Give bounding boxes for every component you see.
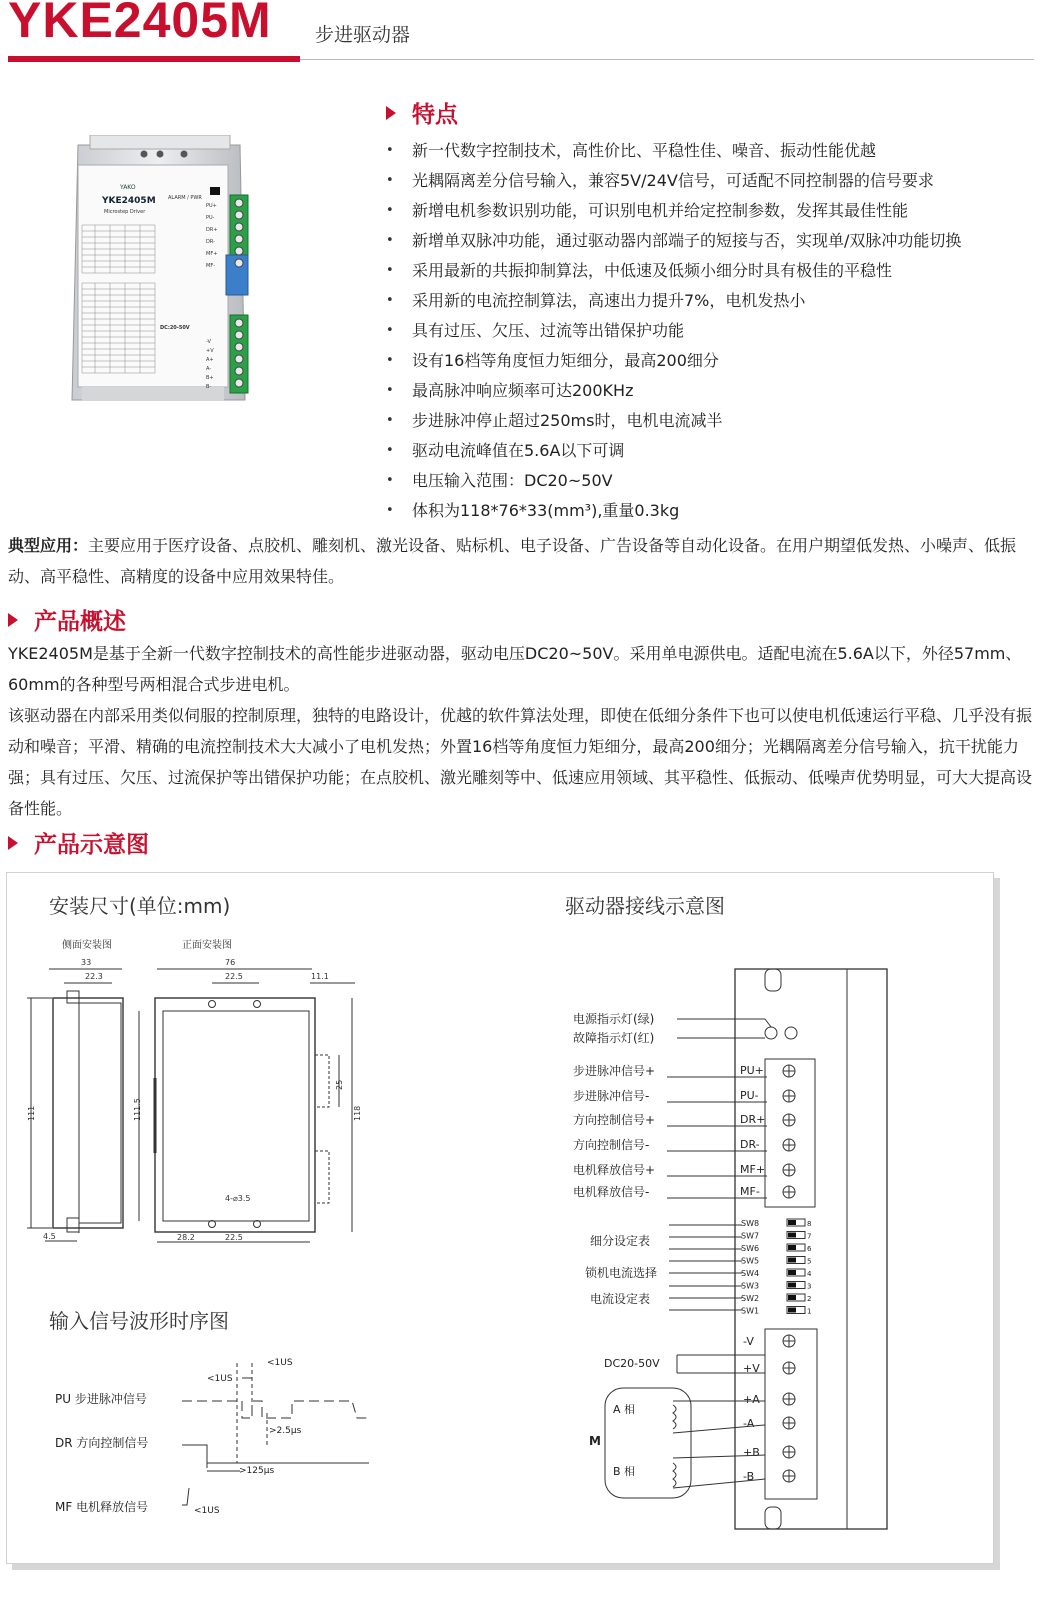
terminal-screw <box>235 211 243 219</box>
feature-item: • 驱动电流峰值在5.6A以下可调 <box>386 436 961 466</box>
terminal-screw <box>235 199 243 207</box>
switch-number: 5 <box>807 1257 812 1266</box>
signal-desc: 步进脉冲信号- <box>573 1089 650 1103</box>
hole-spec-dim: 4-⌀3.5 <box>225 1194 251 1203</box>
photo-power-pin: -V <box>206 339 211 345</box>
heading-arrow-icon <box>8 836 18 850</box>
phase-a-label: A 相 <box>613 1403 636 1416</box>
terminal-screw <box>235 367 243 375</box>
signal-pin: PU+ <box>740 1064 764 1077</box>
switch-label: SW6 <box>741 1244 760 1253</box>
photo-signal-pin: PU- <box>206 215 215 221</box>
overview-heading-text: 产品概述 <box>34 609 126 635</box>
lock-current-label: 锁机电流选择 <box>585 1266 658 1280</box>
features-heading <box>386 96 458 129</box>
front-view-label: 正面安装图 <box>182 940 232 951</box>
signal-desc: 方向控制信号- <box>573 1138 650 1152</box>
phase-b-label: B 相 <box>613 1465 636 1478</box>
signal-desc: 电机释放信号- <box>573 1185 650 1199</box>
diagram-heading <box>8 826 149 859</box>
photo-alarm: ALARM / PWR <box>168 195 202 201</box>
timing-t3: >2.5μs <box>269 1426 302 1436</box>
switch-number: 1 <box>807 1307 812 1316</box>
model-subtitle: 步进驱动器 <box>315 24 411 46</box>
terminal-screw <box>235 247 243 255</box>
switch-label: SW4 <box>741 1269 760 1278</box>
terminal-screw <box>235 259 243 267</box>
side-view-drawing <box>27 969 123 1241</box>
feature-item: • 新一代数字控制技术，高性价比、平稳性佳、噪音、振动性能优越 <box>386 136 961 166</box>
dc-input-label: DC20-50V <box>604 1357 660 1370</box>
switch-number: 4 <box>807 1270 812 1278</box>
timing-t4: >125μs <box>239 1466 275 1476</box>
signal-pin: DR+ <box>740 1113 766 1126</box>
switch-number: 7 <box>807 1232 812 1241</box>
feature-item: • 设有16档等角度恒力矩细分，最高200细分 <box>386 346 961 376</box>
features-heading-text: 特点 <box>412 102 458 128</box>
terminal-screw <box>235 343 243 351</box>
signal-desc: 电机释放信号+ <box>573 1163 656 1177</box>
diagram-heading-text: 产品示意图 <box>34 832 149 858</box>
photo-power-pin: A+ <box>206 357 214 363</box>
photo-model: YKE2405M <box>102 196 156 206</box>
model-title: YKE2405M <box>8 0 272 48</box>
application-paragraph <box>8 530 1034 592</box>
front-slot-dim: 25 <box>335 1079 344 1090</box>
power-led-label: 电源指示灯(绿) <box>573 1012 655 1026</box>
timing-title: 输入信号波形时序图 <box>49 1309 229 1333</box>
switch-leader-lines <box>669 1225 742 1310</box>
power-pin: +V <box>743 1362 760 1375</box>
overview-paragraph-2: 该驱动器在内部采用类似伺服的控制原理，独特的电路设计，优越的软件算法处理，即使在低细分条件下也可以使电机低速运行平稳、几乎没有振动和噪音；平滑、精确的电流控制技术大大减小了电机发热；外置16档等角度恒力矩细分，最高200细分；光耦隔离差分信号输入，抗干扰能力强；具有过压、欠压、过流保护等出错保护功能；在点胶机、激光雕刻等中、低速应用领域、其平稳性、低振动、低噪声优势明显，可大大提高设备性能。 <box>8 706 1033 818</box>
front-height-dim: 118 <box>353 1105 362 1121</box>
front-top-inner-dim: 22.5 <box>225 972 243 981</box>
header-divider <box>300 59 1034 60</box>
switch-label: SW2 <box>741 1294 760 1303</box>
signal-desc: 方向控制信号+ <box>573 1113 656 1127</box>
signal-pin: DR- <box>740 1138 760 1151</box>
photo-signal-pin: MF- <box>206 263 215 269</box>
side-inner-dim: 22.3 <box>85 972 103 981</box>
switch-label: SW8 <box>741 1219 760 1228</box>
signal-pin: PU- <box>740 1089 759 1102</box>
timing-pu-label: PU 步进脉冲信号 <box>55 1392 147 1406</box>
terminal-screw <box>235 319 243 327</box>
wiring-power-rows <box>743 1335 795 1483</box>
front-bottom-left-dim: 28.2 <box>177 1233 195 1242</box>
front-bottom-inner-dim: 22.5 <box>225 1233 243 1242</box>
switch-label: SW5 <box>741 1256 760 1266</box>
feature-item: • 光耦隔离差分信号输入，兼容5V/24V信号，可适配不同控制器的信号要求 <box>386 166 961 196</box>
feature-item: • 采用最新的共振抑制算法，中低速及低频小细分时具有极佳的平稳性 <box>386 256 961 286</box>
photo-brand: YAKO <box>120 184 136 191</box>
switch-number: 3 <box>807 1282 812 1291</box>
feature-item: • 电压输入范围：DC20~50V <box>386 466 961 496</box>
photo-power-pin: +V <box>206 348 214 354</box>
power-pin: +B <box>743 1446 760 1459</box>
feature-item: • 采用新的电流控制算法，高速出力提升7%，电机发热小 <box>386 286 961 316</box>
switch-number: 2 <box>807 1295 812 1303</box>
side-width-dim: 33 <box>81 958 92 967</box>
current-setting-label: 电流设定表 <box>590 1292 651 1306</box>
switch-number: 8 <box>807 1220 812 1228</box>
feature-item: • 新增电机参数识别功能，可识别电机并给定控制参数，发挥其最佳性能 <box>386 196 961 226</box>
front-width-dim: 76 <box>225 958 236 967</box>
photo-power-pin: B- <box>206 384 212 390</box>
front-right-dim: 11.1 <box>311 972 329 981</box>
power-pin: -A <box>743 1417 755 1430</box>
terminal-screw <box>235 235 243 243</box>
timing-t2: <1US <box>207 1374 233 1384</box>
heading-arrow-icon <box>386 106 396 120</box>
feature-item: • 步进脉冲停止超过250ms时，电机电流减半 <box>386 406 961 436</box>
dimensions-title: 安装尺寸(单位:mm) <box>49 894 231 918</box>
subdiv-label: 细分设定表 <box>590 1234 651 1248</box>
photo-signal-pin: PU+ <box>206 203 217 209</box>
signal-desc: 步进脉冲信号+ <box>573 1064 656 1078</box>
photo-signal-pin: DR- <box>206 239 215 245</box>
terminal-screw <box>235 355 243 363</box>
signal-pin: MF- <box>740 1185 760 1198</box>
features-list <box>386 136 961 526</box>
wiring-title: 驱动器接线示意图 <box>565 894 725 918</box>
front-inner-height-dim: 111.5 <box>133 1098 142 1121</box>
fault-led-label: 故障指示灯(红) <box>573 1031 655 1045</box>
overview-heading <box>8 603 126 636</box>
photo-power-pin: B+ <box>206 375 214 381</box>
header-accent-bar <box>8 56 300 62</box>
switch-label: SW3 <box>741 1281 760 1291</box>
signal-pin: MF+ <box>740 1163 766 1176</box>
feature-item: • 最高脉冲响应频率可达200KHz <box>386 376 961 406</box>
overview-paragraph-1: YKE2405M是基于全新一代数字控制技术的高性能步进驱动器，驱动电压DC20~50V。采用单电源供电。适配电流在5.6A以下，外径57mm、60mm的各种型号两相混合式步进电机。 <box>8 644 1022 694</box>
photo-dc: DC:20-50V <box>160 325 190 331</box>
photo-power-pin: A- <box>206 366 212 372</box>
power-pin: +A <box>743 1393 760 1406</box>
application-text: 主要应用于医疗设备、点胶机、雕刻机、激光设备、贴标机、电子设备、广告设备等自动化设备。在用户期望低发热、小噪声、低振动、高平稳性、高精度的设备中应用效果特佳。 <box>8 536 1017 586</box>
photo-signal-pin: DR+ <box>206 227 218 233</box>
product-photo <box>60 135 255 415</box>
application-label: 典型应用： <box>8 536 89 555</box>
diagram-panel <box>6 872 994 1564</box>
power-pin: -B <box>743 1470 755 1483</box>
motor-label: M <box>589 1434 601 1448</box>
photo-signal-pin: MF+ <box>206 251 218 257</box>
power-pin: -V <box>743 1335 754 1348</box>
heading-arrow-icon <box>8 613 18 627</box>
feature-item: • 具有过压、欠压、过流等出错保护功能 <box>386 316 961 346</box>
timing-t1: <1US <box>267 1358 293 1368</box>
switch-label: SW7 <box>741 1231 760 1241</box>
feature-item: • 新增单双脉冲功能，通过驱动器内部端子的短接与否，实现单/双脉冲功能切换 <box>386 226 961 256</box>
timing-mf-label: MF 电机释放信号 <box>55 1500 149 1514</box>
terminal-screw <box>235 223 243 231</box>
terminal-screw <box>235 331 243 339</box>
terminal-screw <box>235 379 243 387</box>
side-view-label: 侧面安装图 <box>62 940 112 951</box>
side-bottom-dim: 4.5 <box>43 1232 56 1241</box>
side-height-dim: 111 <box>27 1105 36 1121</box>
timing-t5: <1US <box>194 1506 220 1516</box>
switch-number: 6 <box>807 1245 812 1253</box>
diagram-svg <box>7 873 993 1563</box>
wiring-signal-rows <box>573 1063 795 1199</box>
timing-dr-label: DR 方向控制信号 <box>55 1436 149 1450</box>
switch-label: SW1 <box>741 1306 760 1316</box>
wiring-dip-switches <box>741 1219 812 1316</box>
photo-type: Microstep Driver <box>104 209 146 215</box>
feature-item: • 体积为118*76*33(mm³),重量0.3kg <box>386 496 961 526</box>
